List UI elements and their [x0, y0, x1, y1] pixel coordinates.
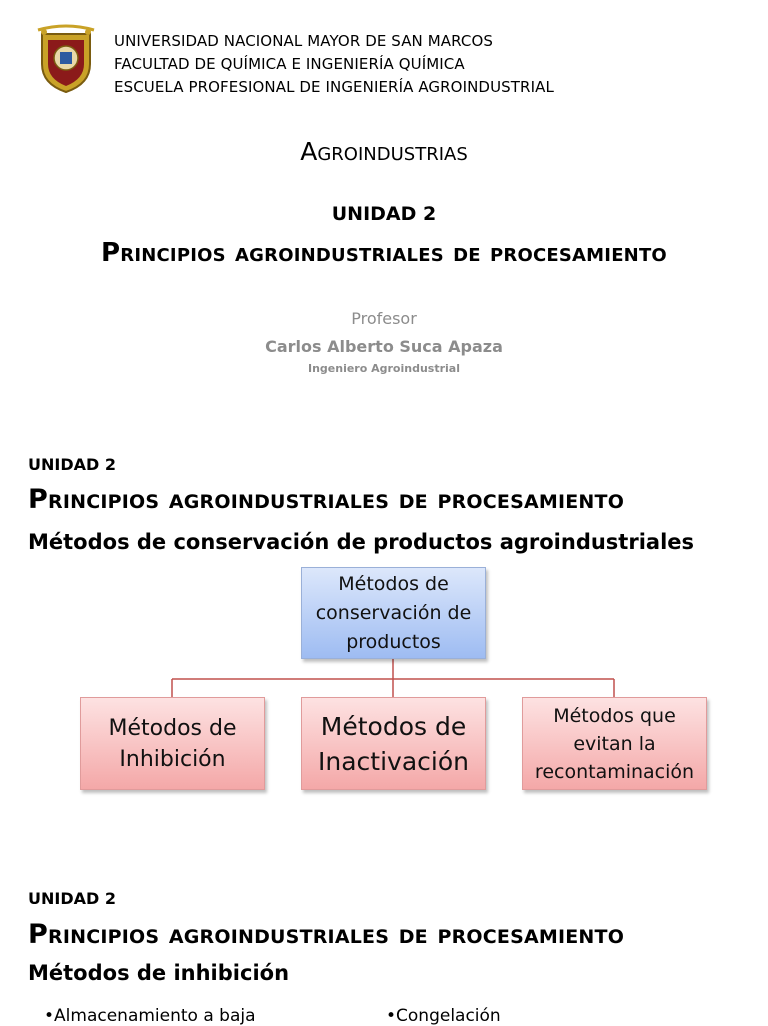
diagram-node-inactivation-label: Métodos de Inactivación: [318, 711, 469, 776]
course-title: Agroindustrias: [300, 137, 468, 166]
professor-label: Profesor: [351, 309, 417, 328]
header-school: ESCUELA PROFESIONAL DE INGENIERÍA AGROINDUSTRIAL: [114, 78, 554, 96]
diagram-node-recontamination-label: Métodos que evitan la recontaminación: [534, 704, 695, 783]
unit-label: UNIDAD 2: [331, 203, 437, 225]
slide2-title: Principios agroindustriales de procesamiento: [28, 484, 625, 515]
slide3-subtitle: Métodos de inhibición: [28, 961, 290, 985]
professor-name: Carlos Alberto Suca Apaza: [265, 337, 503, 356]
diagram-root-label: Métodos de conservación de productos: [315, 572, 472, 653]
professor-title: Ingeniero Agroindustrial: [307, 362, 460, 375]
bullet-low-storage: •Almacenamiento a baja: [44, 1006, 256, 1026]
slide3-title: Principios agroindustriales de procesamiento: [28, 919, 625, 950]
slide3-unit-label: UNIDAD 2: [28, 889, 116, 908]
diagram-node-inactivation: [301, 697, 486, 790]
header-university: UNIVERSIDAD NACIONAL MAYOR DE SAN MARCOS: [114, 32, 494, 50]
bullet-freezing: •Congelación: [386, 1006, 501, 1026]
diagram-node-recontamination: [522, 697, 707, 790]
diagram-root-node: [301, 567, 486, 659]
header-faculty: FACULTAD DE QUÍMICA E INGENIERÍA QUÍMICA: [114, 55, 465, 73]
diagram-node-inhibition: [80, 697, 265, 790]
diagram-node-inhibition-label: Métodos de Inhibición: [108, 715, 237, 772]
unit-title: Principios agroindustriales de procesamiento: [101, 238, 667, 268]
slide2-subtitle: Métodos de conservación de productos agroindustriales: [28, 530, 695, 554]
slide2-unit-label: UNIDAD 2: [28, 455, 116, 474]
